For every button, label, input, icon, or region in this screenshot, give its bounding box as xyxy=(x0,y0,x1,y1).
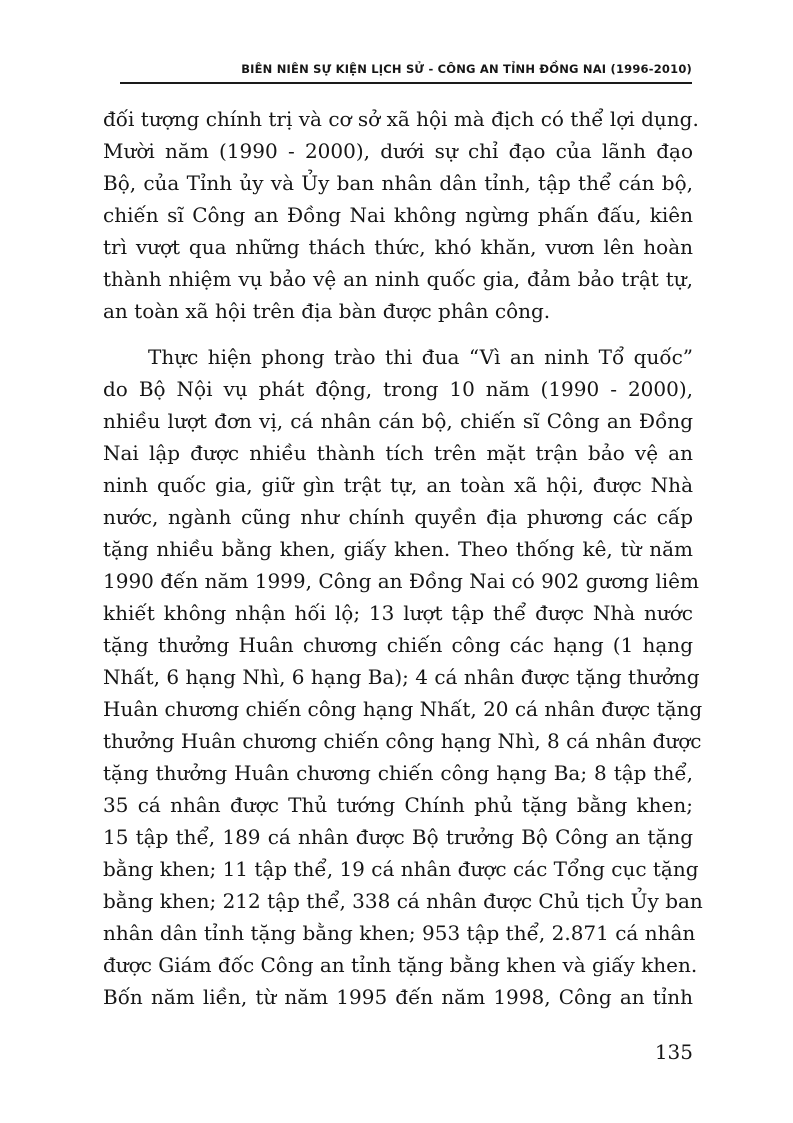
text-line: khiết không nhận hối lộ; 13 lượt tập thể được Nhà nước xyxy=(103,601,693,625)
text-line: chiến sĩ Công an Đồng Nai không ngừng phấn đấu, kiên xyxy=(103,203,693,227)
text-line: thành nhiệm vụ bảo vệ an ninh quốc gia, đảm bảo trật tự, xyxy=(103,267,693,291)
text-line: trì vượt qua những thách thức, khó khăn, vươn lên hoàn xyxy=(103,235,693,259)
text-line: Huân chương chiến công hạng Nhất, 20 cá nhân được tặng xyxy=(103,697,703,721)
text-line: an toàn xã hội trên địa bàn được phân công. xyxy=(103,299,551,323)
page-number: 135 xyxy=(654,1040,693,1064)
paragraph-2 xyxy=(103,341,703,1013)
text-line: do Bộ Nội vụ phát động, trong 10 năm (1990 - 2000), xyxy=(103,377,693,401)
body-text xyxy=(103,103,703,1013)
text-line: đối tượng chính trị và cơ sở xã hội mà địch có thể lợi dụng. xyxy=(103,107,699,131)
running-header-title: BIÊN NIÊN SỰ KIỆN LỊCH SỬ - CÔNG AN TỈNH ĐỒNG NAI (1996-2010) xyxy=(241,62,692,76)
text-line: tặng thưởng Huân chương chiến công hạng Ba; 8 tập thể, xyxy=(103,761,693,785)
text-line: Bộ, của Tỉnh ủy và Ủy ban nhân dân tỉnh, tập thể cán bộ, xyxy=(103,171,693,195)
text-line: bằng khen; 11 tập thể, 19 cá nhân được các Tổng cục tặng xyxy=(103,857,699,881)
text-line: được Giám đốc Công an tỉnh tặng bằng khen và giấy khen. xyxy=(103,953,698,977)
text-line: Bốn năm liền, từ năm 1995 đến năm 1998, Công an tỉnh xyxy=(103,985,693,1009)
text-line: ninh quốc gia, giữ gìn trật tự, an toàn xã hội, được Nhà xyxy=(103,473,693,497)
text-line: nước, ngành cũng như chính quyền địa phương các cấp xyxy=(103,505,693,529)
text-line: bằng khen; 212 tập thể, 338 cá nhân được Chủ tịch Ủy ban xyxy=(103,889,703,913)
running-header xyxy=(120,58,692,84)
text-line: tặng thưởng Huân chương chiến công các hạng (1 hạng xyxy=(103,633,693,657)
paragraph-spacer xyxy=(103,327,693,341)
text-line: tặng nhiều bằng khen, giấy khen. Theo thống kê, từ năm xyxy=(103,537,693,561)
text-line: nhân dân tỉnh tặng bằng khen; 953 tập thể, 2.871 cá nhân xyxy=(103,921,696,945)
text-line: Thực hiện phong trào thi đua “Vì an ninh Tổ quốc” xyxy=(148,345,693,369)
text-line: thưởng Huân chương chiến công hạng Nhì, 8 cá nhân được xyxy=(103,729,702,753)
text-line: 1990 đến năm 1999, Công an Đồng Nai có 902 gương liêm xyxy=(103,569,699,593)
text-line: Nhất, 6 hạng Nhì, 6 hạng Ba); 4 cá nhân được tặng thưởng xyxy=(103,665,700,689)
paragraph-1 xyxy=(103,103,699,327)
text-line: Nai lập được nhiều thành tích trên mặt trận bảo vệ an xyxy=(103,441,693,465)
text-line: 35 cá nhân được Thủ tướng Chính phủ tặng bằng khen; xyxy=(103,793,693,817)
text-line: nhiều lượt đơn vị, cá nhân cán bộ, chiến sĩ Công an Đồng xyxy=(103,409,693,433)
text-line: 15 tập thể, 189 cá nhân được Bộ trưởng Bộ Công an tặng xyxy=(103,825,693,849)
text-line: Mười năm (1990 - 2000), dưới sự chỉ đạo của lãnh đạo xyxy=(103,139,693,163)
